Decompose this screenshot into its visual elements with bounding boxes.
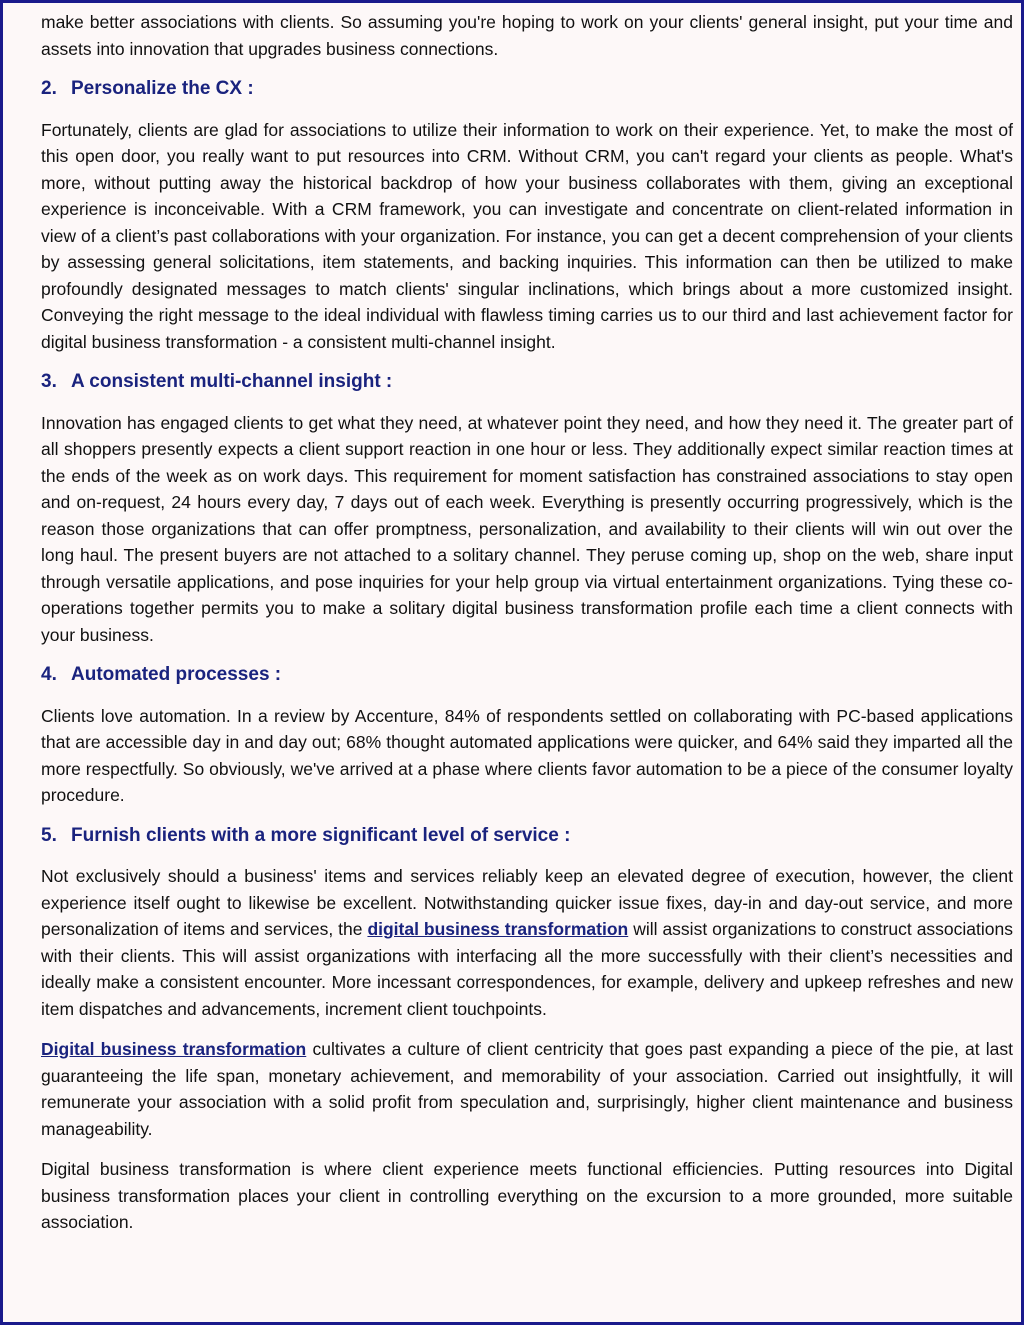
section-number: 3. [41, 371, 57, 392]
section-number: 5. [41, 824, 57, 846]
paragraph-text: will assist organizations to construct associations with their clients. This will assist organizations with interfacing all the more successfully with their client’s necessities and ideally make a consistent encounter. More incessant correspondences, for example, delivery and upkeep refreshes and new item dispatches and advancements, increment client touchpoints. [41, 919, 1013, 1019]
section-paragraph [41, 863, 1013, 1022]
section-title: Furnish clients with a more significant level of service : [71, 824, 571, 846]
digital-business-transformation-link[interactable]: digital business transformation [367, 919, 629, 939]
section-paragraph: Fortunately, clients are glad for associations to utilize their information to work on their experience. Yet, to make the most of this open door, you really want to put resources into CRM. Without CRM, you can't regard your clients as people. What's more, without putting away the historical backdrop of how your business collaborates with them, giving an exceptional experience is inconceivable. With a CRM framework, you can investigate and concentrate on client-related information in view of a client’s past collaborations with your organization. For instance, you can get a decent comprehension of your clients by assessing general solicitations, item statements, and backing inquiries. This information can then be utilized to make profoundly designated messages to match clients' singular inclinations, which brings about a more customized insight. Conveying the right message to the ideal individual with flawless timing carries us to our third and last achievement factor for digital business transformation - a consistent multi-channel insight. [41, 119, 1013, 352]
section-title: A consistent multi-channel insight : [71, 371, 393, 392]
section-heading-personalize-cx [41, 76, 1013, 103]
digital-business-transformation-link[interactable]: Digital business transformation [41, 1039, 307, 1059]
section-title: Personalize the CX : [71, 78, 254, 99]
section-paragraph [41, 1036, 1013, 1142]
paragraph-text: Not exclusively should a business' items and services reliably keep an elevated degree of execution, however, the client experience itself ought to likewise be excellent. Notwithstanding quicker issue fixes, day-in and day-out service, and more personalization of items and services, the [41, 866, 1013, 939]
section-heading-automated-processes [41, 662, 1013, 689]
section-heading-multi-channel [41, 369, 1013, 396]
intro-paragraph: make better associations with clients. So assuming you're hoping to work on your clients' general insight, put your time and assets into innovation that upgrades business connections. [41, 12, 1013, 59]
article-body [41, 9, 1013, 1250]
closing-paragraph: Digital business transformation is where client experience meets functional efficiencies. Putting resources into Digital business transformation places your client in controlling everything on the excursion to a more grounded, more suitable association. [41, 1159, 1013, 1232]
section-paragraph: Innovation has engaged clients to get what they need, at whatever point they need, and how they need it. The greater part of all shoppers presently expects a client support reaction in one hour or less. They additionally expect similar reaction times at the ends of the week as on work days. This requirement for moment satisfaction has constrained associations to stay open and on-request, 24 hours every day, 7 days out of each week. Everything is presently occurring progressively, which is the reason those organizations that can offer promptness, personalization, and availability to their clients will win out over the long haul. The present buyers are not attached to a solitary channel. They peruse coming up, shop on the web, share input through versatile applications, and pose inquiries for your help group via virtual entertainment organizations. Tying these co-operations together permits you to make a solitary digital business transformation profile each time a client connects with your business. [41, 412, 1013, 645]
section-paragraph: Clients love automation. In a review by Accenture, 84% of respondents settled on collaborating with PC-based applications that are accessible day in and day out; 68% thought automated applications were quicker, and 64% said they imparted all the more respectfully. So obviously, we've arrived at a phase where clients favor automation to be a piece of the consumer loyalty procedure. [41, 705, 1013, 805]
section-number: 4. [41, 664, 57, 685]
paragraph-text: cultivates a culture of client centricity that goes past expanding a piece of the pie, at last guaranteeing the life span, monetary achievement, and memorability of your association. Carried out insightfully, it will remunerate your association with a solid profit from speculation and, surprisingly, higher client maintenance and business manageability. [41, 1039, 1014, 1139]
section-number: 2. [41, 78, 57, 99]
section-title: Automated processes : [71, 664, 282, 685]
section-heading-service-level [41, 823, 1013, 850]
